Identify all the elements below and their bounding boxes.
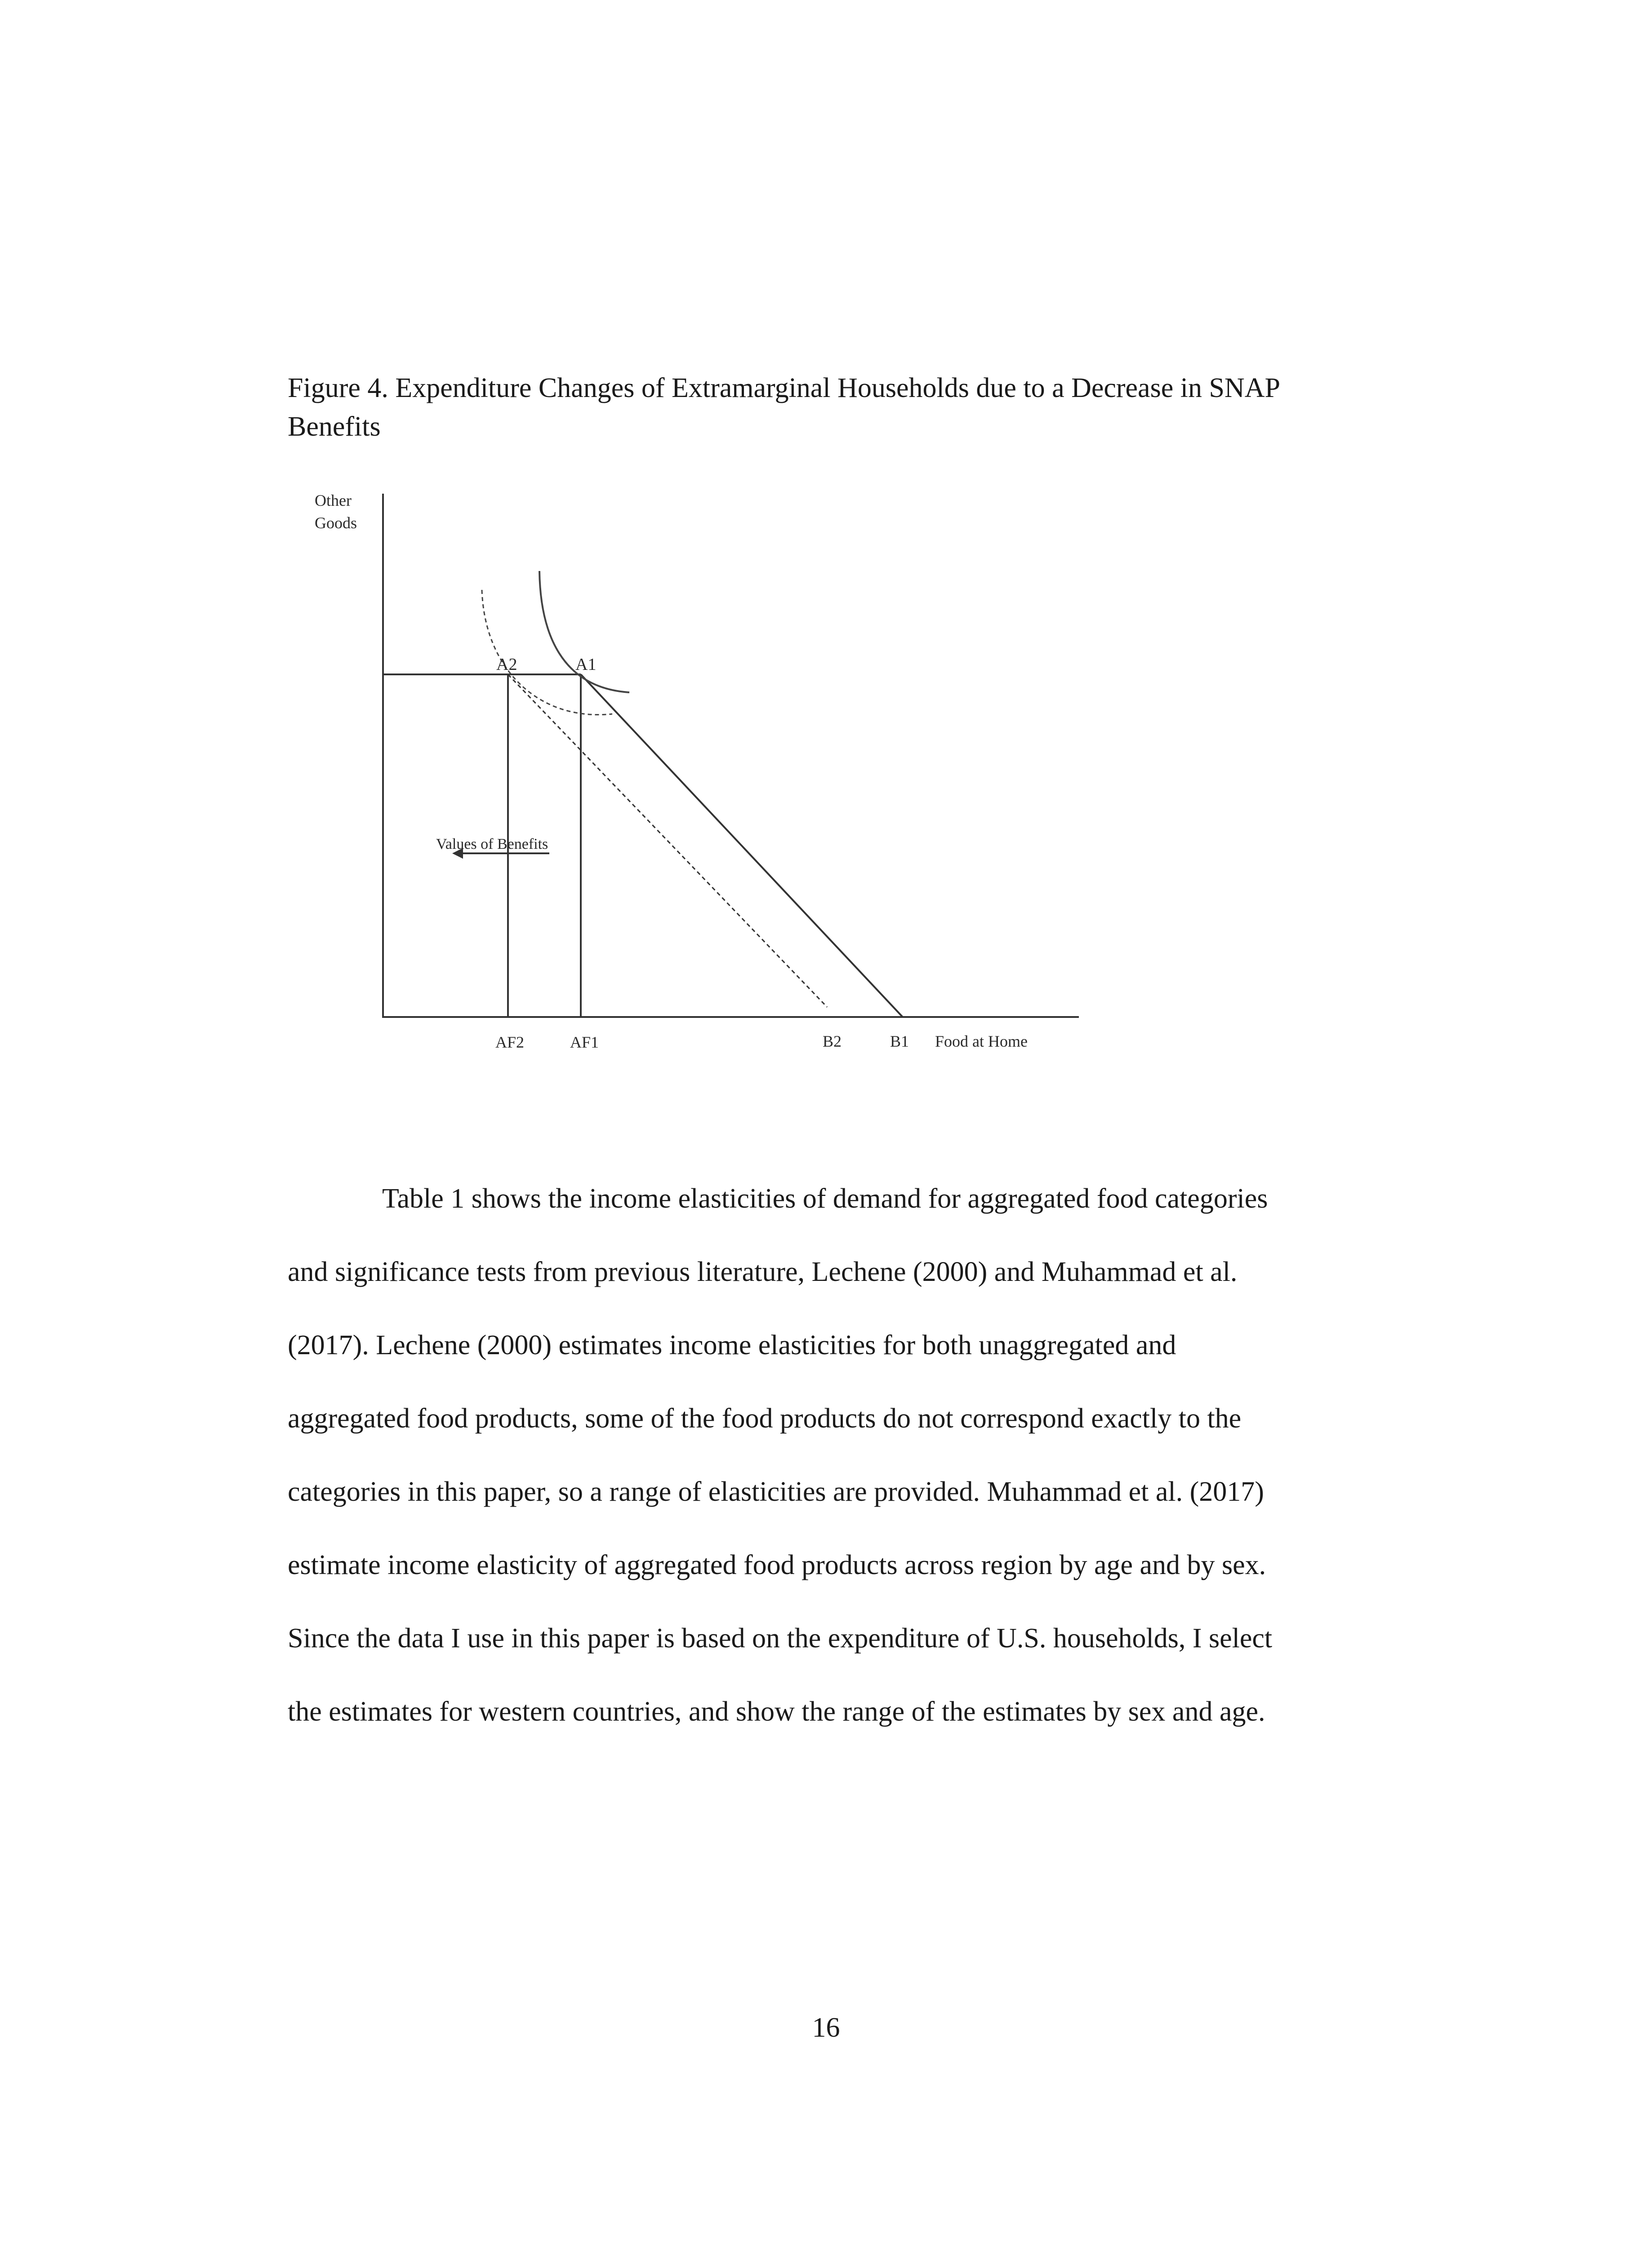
paragraph-line-1: Table 1 shows the income elasticities of demand for aggregated food categories	[382, 1183, 1268, 1214]
point-label-a2: A2	[496, 655, 517, 674]
budget-constraint-diagram	[288, 486, 1106, 1070]
paragraph-line-4: aggregated food products, some of the food products do not correspond exactly to the	[288, 1403, 1242, 1434]
indifference-curve-2	[482, 590, 612, 715]
caption-line-1: Figure 4. Expenditure Changes of Extramarginal Households due to a Decrease in SNAP	[288, 373, 1280, 403]
arrow-label: Values of Benefits	[436, 836, 548, 852]
paragraph-line-2: and significance tests from previous literature, Lechene (2000) and Muhammad et al.	[288, 1257, 1238, 1287]
body-paragraph	[288, 1181, 1420, 1767]
paragraph-line-3: (2017). Lechene (2000) estimates income elasticities for both unaggregated and	[288, 1330, 1176, 1360]
tick-label-b1: B1	[890, 1032, 909, 1050]
paragraph-line-5: categories in this paper, so a range of elasticities are provided. Muhammad et al. (2017)	[288, 1476, 1264, 1507]
x-axis-label: Food at Home	[935, 1032, 1028, 1050]
paragraph-line-7: Since the data I use in this paper is based on the expenditure of U.S. households, I select	[288, 1623, 1273, 1654]
paragraph-line-8: the estimates for western countries, and show the range of the estimates by sex and age.	[288, 1696, 1265, 1727]
caption-line-2: Benefits	[288, 411, 381, 442]
y-axis-label-2: Goods	[315, 514, 357, 532]
budget-line-b1	[581, 674, 903, 1017]
tick-label-b2: B2	[823, 1032, 842, 1050]
page-number: 16	[812, 2012, 840, 2043]
tick-label-af1: AF1	[570, 1033, 599, 1051]
point-label-a1: A1	[575, 655, 597, 674]
y-axis-label-1: Other	[315, 491, 352, 509]
tick-label-af2: AF2	[495, 1033, 525, 1051]
paragraph-line-6: estimate income elasticity of aggregated food products across region by age and by sex.	[288, 1550, 1266, 1580]
figure-caption	[288, 369, 1438, 446]
budget-line-b2	[508, 674, 827, 1007]
